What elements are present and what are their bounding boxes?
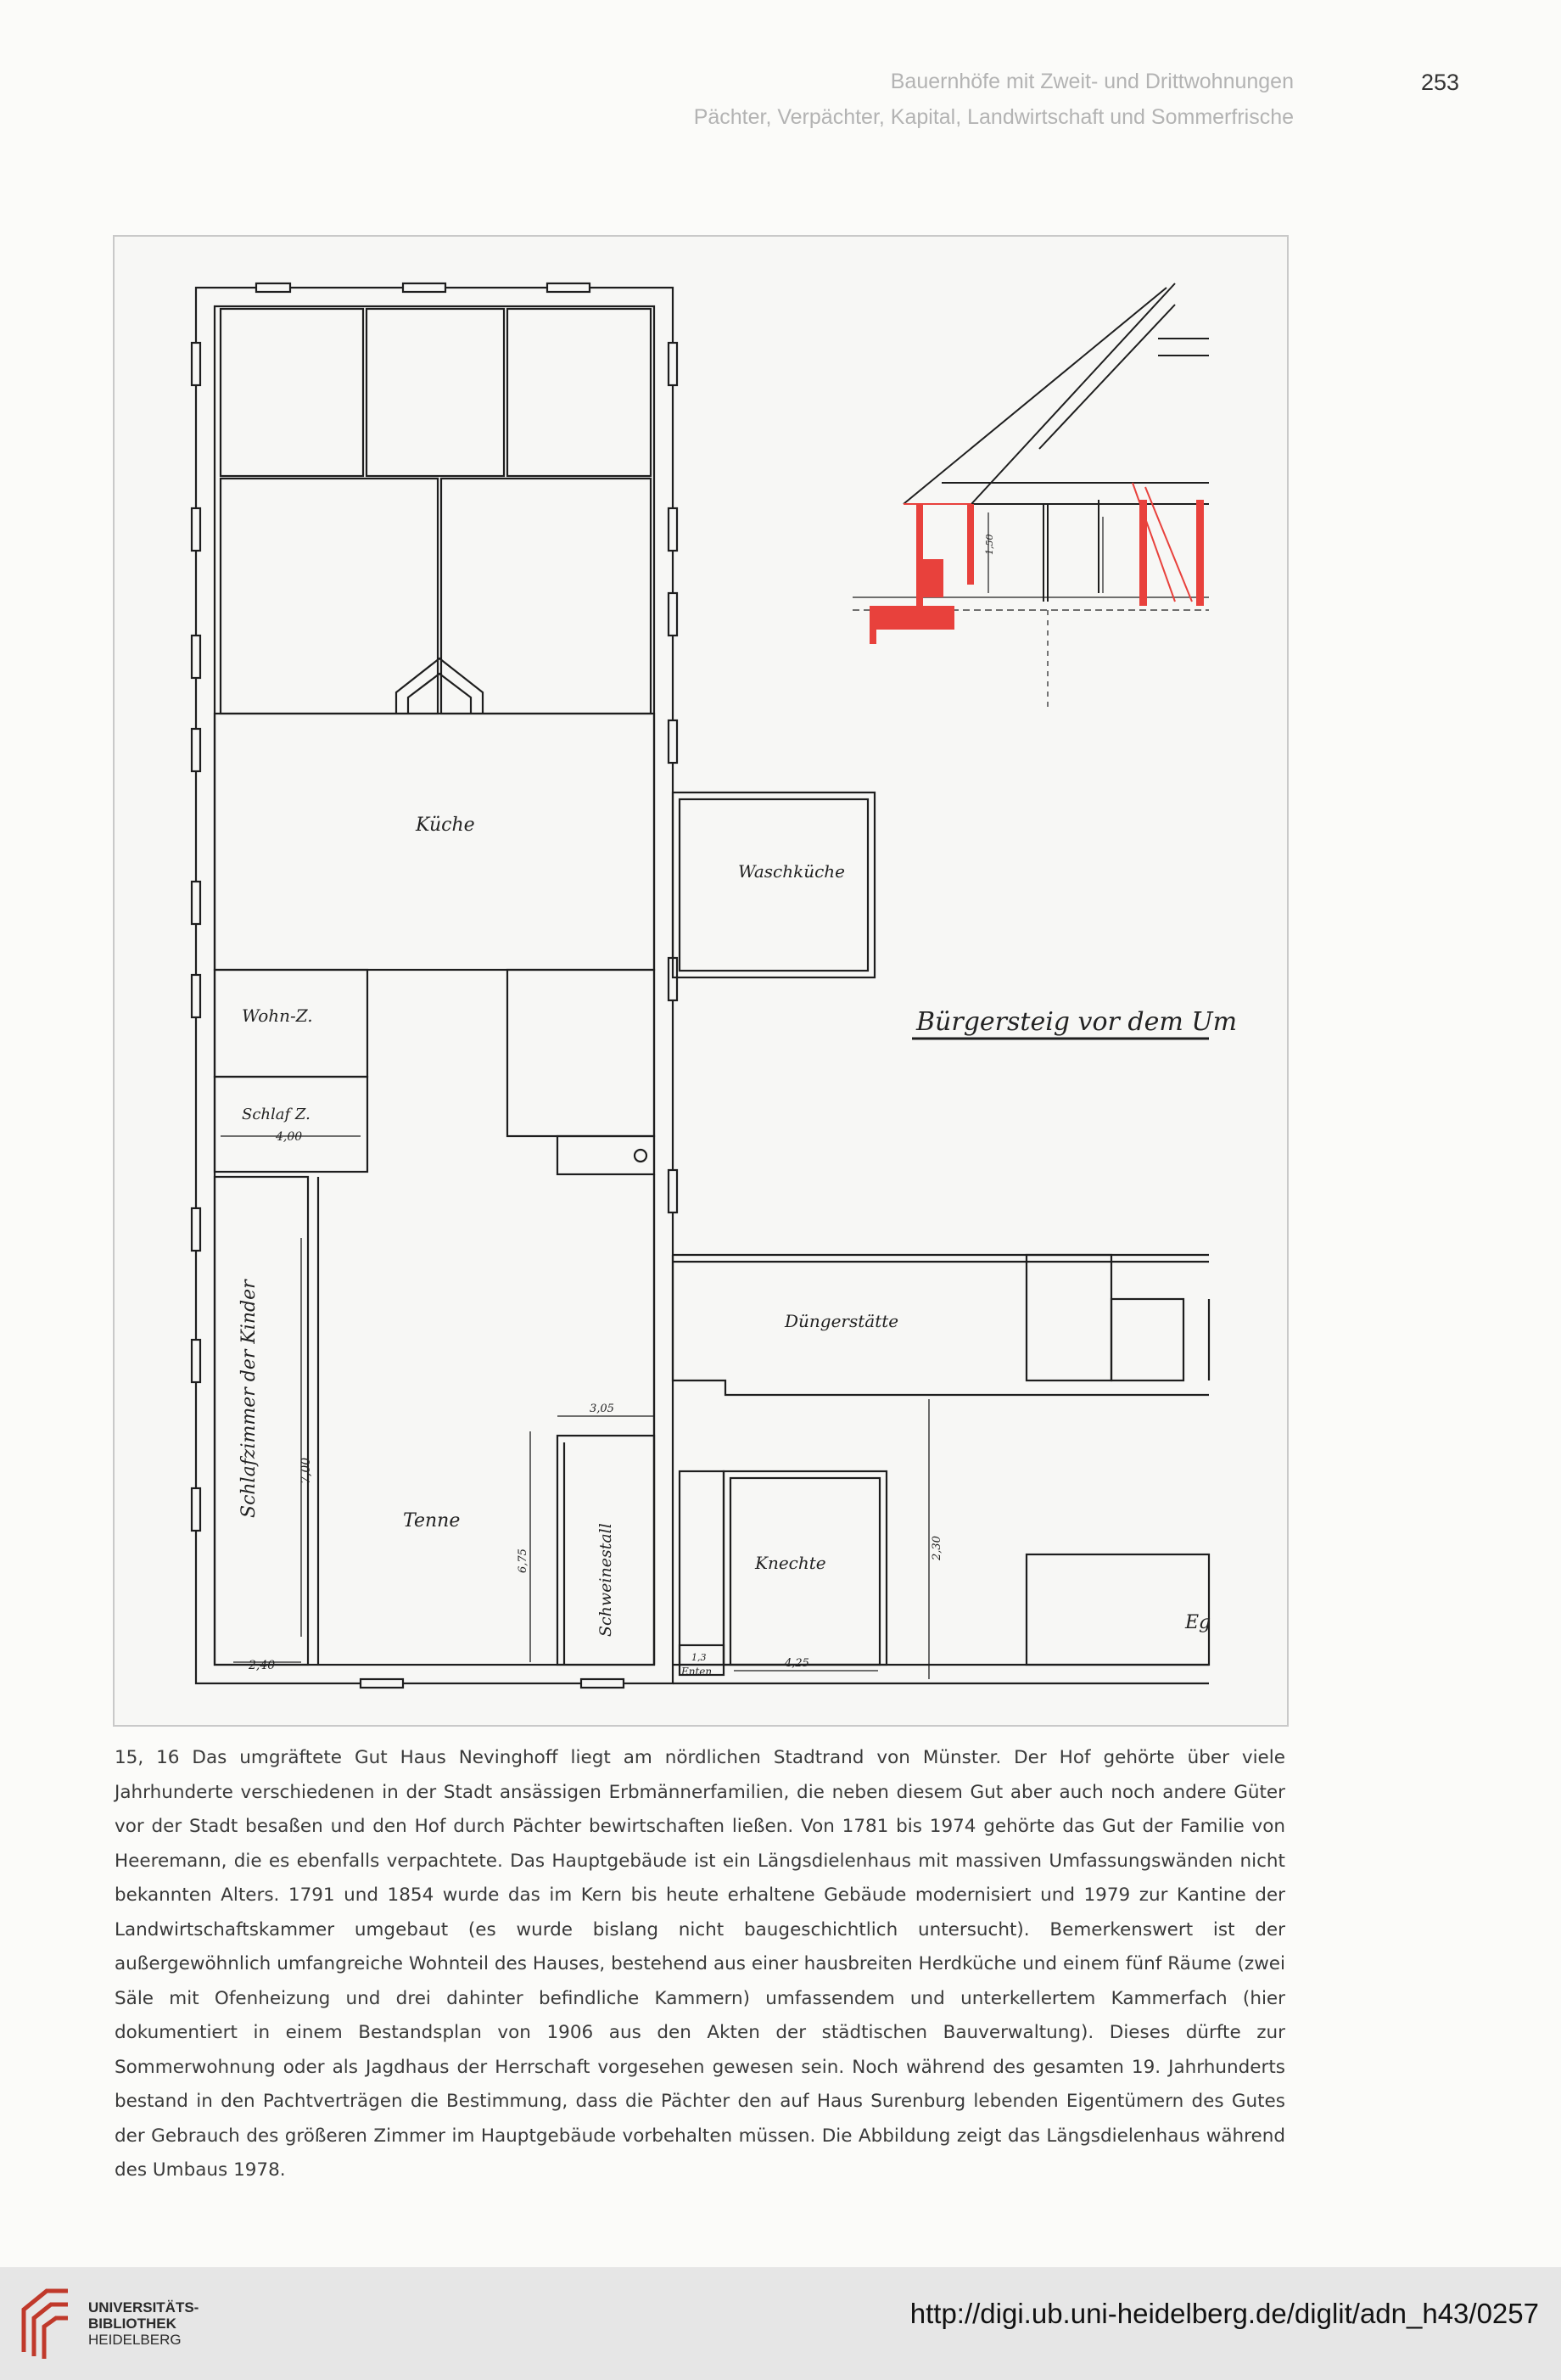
library-name [88,2299,199,2348]
label-enten: Enten [681,1666,713,1677]
label-schweinestall: Schweinestall [596,1523,615,1637]
label-tenne-dim: 6,75 [517,1548,529,1573]
label-section-dim: 1,50 [984,534,995,555]
room-kueche [215,714,654,970]
label-schwein-dim: 3,05 [590,1403,614,1415]
label-waschkueche: Waschküche [738,861,846,882]
footer-bar [0,2267,1561,2380]
label-duengerstaette: Düngerstätte [785,1311,899,1331]
main-outer-wall [196,288,673,1683]
label-knechte: Knechte [755,1553,826,1573]
label-knechte-dim-v: 2,30 [931,1536,943,1560]
label-schlafz: Schlaf Z. [242,1106,311,1123]
running-header-title: Bauernhöfe mit Zweit- und Drittwohnungen [890,70,1294,93]
label-edge-mark: Eg [1185,1612,1211,1633]
room-schlafzimmer-kinder [215,1177,308,1665]
room-waschkueche [673,792,875,977]
label-enten-dim: 1,3 [691,1652,707,1663]
page-number: 253 [1421,70,1460,95]
label-kueche: Küche [416,815,475,836]
section-red-walls [870,500,1204,644]
label-schlafzimmer-kinder: Schlafzimmer der Kinder [238,1280,260,1518]
room-schlafz [215,1077,367,1172]
label-schlafz-dim: 4,00 [276,1130,303,1144]
library-logo-icon [17,2284,76,2360]
source-url-link[interactable]: http://digi.ub.uni-heidelberg.de/diglit/adn_h43/0257 [909,2298,1539,2329]
floor-plan-figure [113,235,1289,1727]
running-header-subtitle: Pächter, Verpächter, Kapital, Landwirtschaft und Sommerfrische [693,105,1294,129]
library-name-line1: UNIVERSITÄTS- [88,2299,199,2316]
label-kinder-dim-v: 7,00 [299,1457,313,1484]
label-tenne: Tenne [403,1510,461,1532]
floor-plan-drawing [115,237,1290,1728]
library-name-line3: HEIDELBERG [88,2332,182,2348]
label-section-title: Bürgersteig vor dem Um [916,1007,1238,1037]
main-inner-wall [215,306,654,1665]
figure-caption: 15, 16 Das umgräftete Gut Haus Nevinghoff liegt am nördlichen Stadtrand von Münster. Der Hof gehörte über viele Jahrhunderte verschiedenen in der Stadt ansässigen Erbmännerfamilien, die neben diesem Gut aber auch noch andere Güter vor der Stadt besaßen und den Hof durch Pächter bewirtschaften ließen. Von 1781 bis 1974 gehörte das Gut der Familie von Heeremann, die es ebenfalls verpachtete. Das Hauptgebäude ist ein Längsdielenhaus mit massiven Umfassungswänden nicht bekannten Alters. 1791 und 1854 wurde das im Kern bis heute erhaltene Gebäude modernisiert und 1979 zur Kantine der Landwirtschaftskammer umgebaut (es wurde bislang nicht baugeschichtlich untersucht). Bemerkenswert ist der außergewöhnlich umfangreiche Wohnteil des Hauses, bestehend aus einer hausbreiten Herdküche und einem fünf Räume (zwei Säle mit Ofenheizung und drei dahinter befindliche Kammern) umfassendem und unterkellertem Kammerfach (hier dokumentiert in einem Bestandsplan von 1906 aus den Akten der städtischen Bauverwaltung). Dieses dürfte zur Sommerwohnung oder als Jagdhaus der Herrschaft vorgesehen gewesen sein. Noch während des gesamten 19. Jahrhunderts bestand in den Pachtverträgen die Bestimmung, dass die Pächter den auf Haus Surenburg lebenden Eigentümern des Gutes der Gebrauch des größeren Zimmer im Hauptgebäude vorbehalten müssen. Die Abbildung zeigt das Längsdielenhaus während des Umbaus 1978. [115,1747,1285,2181]
library-name-line2: BIBLIOTHEK [88,2316,176,2332]
label-kinder-dim-h: 2,40 [249,1659,276,1672]
label-knechte-dim-h: 4,25 [785,1657,809,1670]
label-wohnz: Wohn-Z. [242,1005,313,1026]
